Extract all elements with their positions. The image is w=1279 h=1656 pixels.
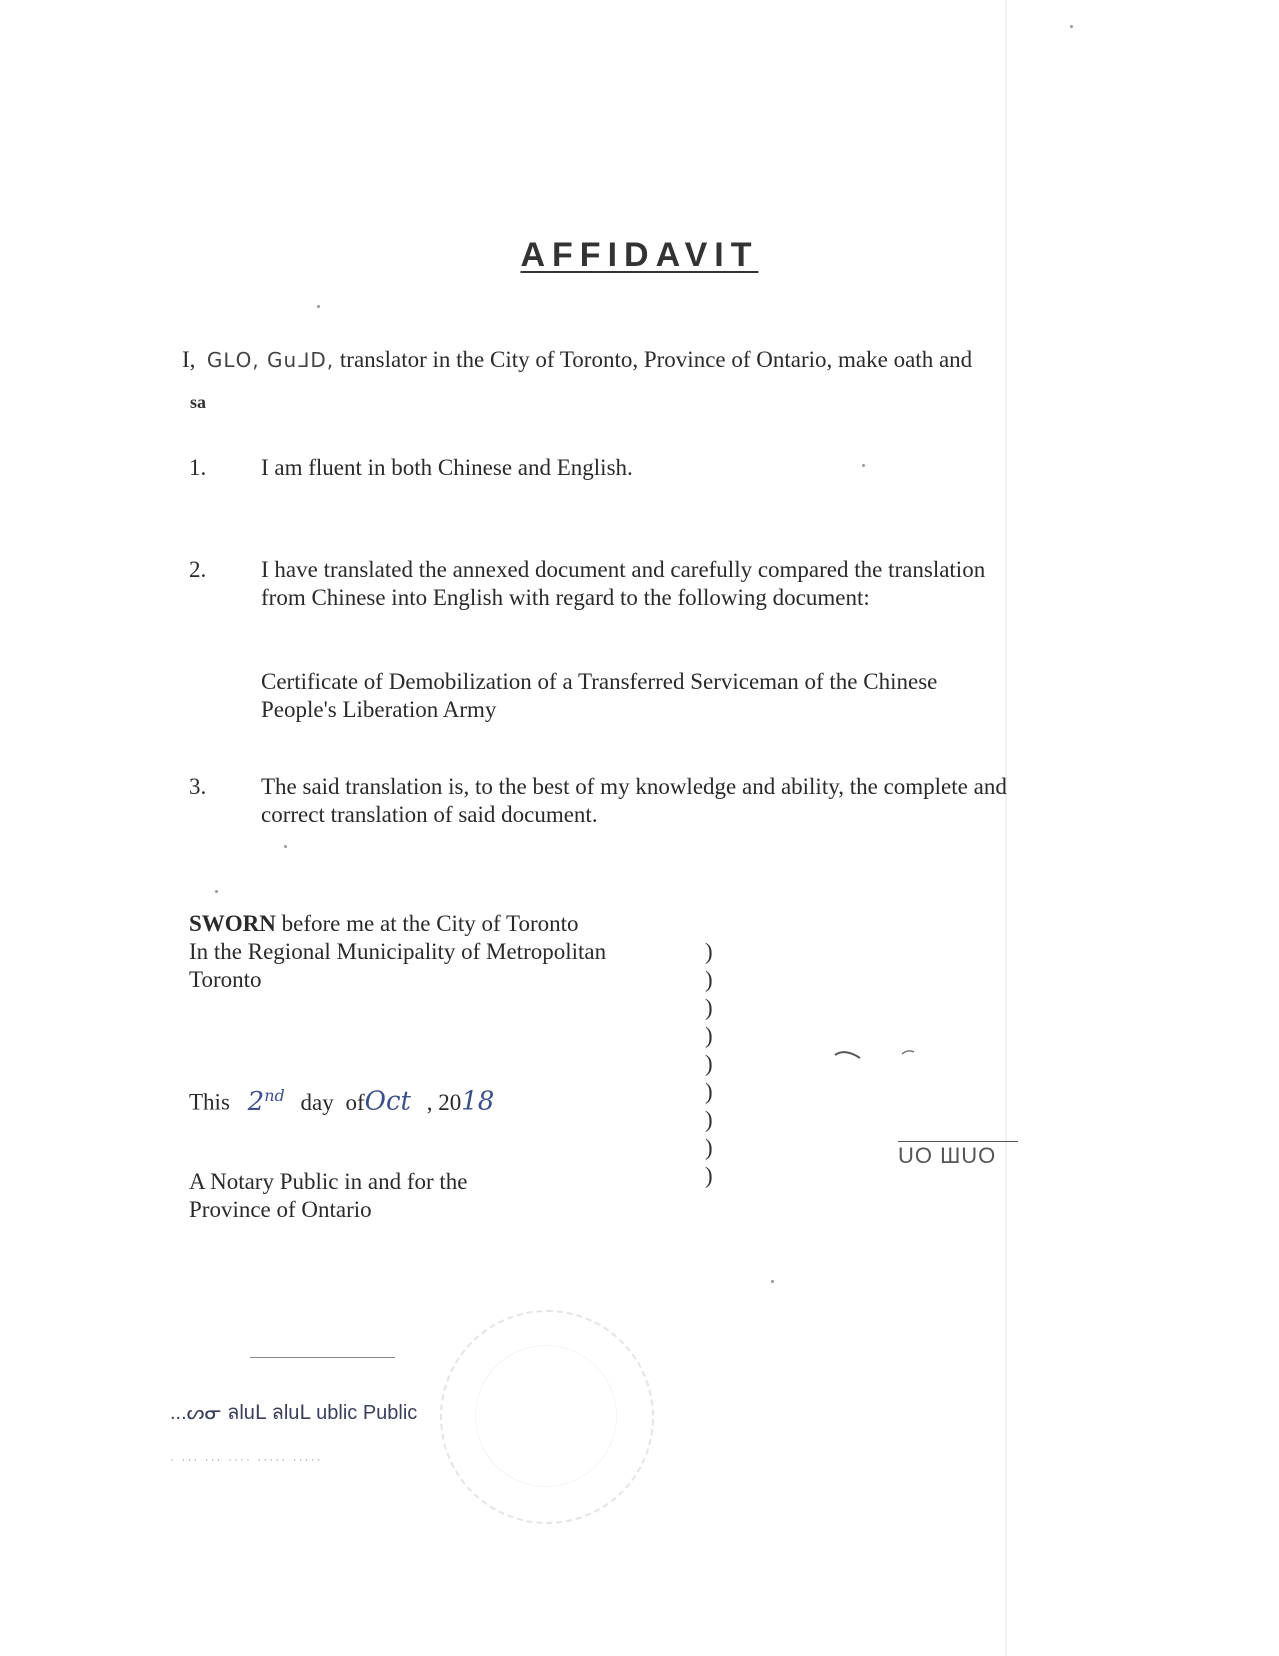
- date-line: [189, 1082, 494, 1117]
- item-text-2-line-2: from Chinese into English with regard to the following document:: [261, 585, 870, 610]
- bracket-paren: ): [705, 1163, 713, 1188]
- scan-speck: [862, 464, 865, 467]
- document-name-line-2: People's Liberation Army: [261, 697, 497, 722]
- date-day-label: day: [300, 1089, 334, 1115]
- notary-stamp-subtext: · ··· ··· ···· ····· ·····: [170, 1452, 323, 1466]
- scan-speck: [284, 845, 287, 848]
- item-text-2-line-1: I have translated the annexed document and carefully compared the translation: [261, 557, 986, 582]
- notary-seal-inner: [475, 1345, 617, 1487]
- notary-stamp-text: ...ᔕᓂ ลluᒪ ลluᒪ ublic Public: [170, 1402, 418, 1424]
- date-this: This: [189, 1089, 230, 1115]
- handwritten-day: 2: [247, 1086, 265, 1117]
- scan-speck: [317, 305, 320, 308]
- scan-speck: [771, 1280, 774, 1283]
- handwritten-day-suffix: nd: [264, 1086, 285, 1105]
- intro-line: [182, 346, 972, 374]
- signer-name: UO ШUO: [898, 1143, 997, 1168]
- bracket-paren: ): [705, 1023, 713, 1048]
- intro-continuation: sa: [190, 392, 207, 412]
- document-name-line-1: Certificate of Demobilization of a Transferred Serviceman of the Chinese: [261, 669, 938, 694]
- date-year-prefix: , 20: [426, 1089, 462, 1115]
- date-of-label: of: [345, 1089, 365, 1115]
- bracket-paren: ): [705, 1107, 713, 1132]
- sworn-line-3: Toronto: [189, 967, 262, 992]
- intro-prefix: I,: [182, 347, 196, 372]
- bracket-paren: ): [705, 967, 713, 992]
- document-title: AFFIDAVIT: [520, 236, 759, 274]
- scan-speck: [215, 890, 218, 893]
- sworn-line-1: [189, 910, 579, 938]
- sworn-bold: SWORN: [189, 911, 276, 936]
- sworn-text: before me at the City of Toronto: [281, 911, 579, 936]
- scan-speck: [1070, 25, 1073, 28]
- handwritten-year: 18: [461, 1086, 495, 1117]
- signature-line: [898, 1141, 1018, 1142]
- item-text-1: I am fluent in both Chinese and English.: [261, 455, 633, 480]
- handwritten-month: Oct: [364, 1086, 411, 1117]
- bracket-paren: ): [705, 1079, 713, 1104]
- item-text-3-line-1: The said translation is, to the best of my knowledge and ability, the complete and: [261, 774, 1007, 799]
- translator-name: GᒪO, GuᒧD,: [206, 348, 335, 372]
- item-number-1: 1.: [189, 455, 207, 480]
- notary-line-2: Province of Ontario: [189, 1197, 372, 1222]
- notary-line-1: A Notary Public in and for the: [189, 1169, 468, 1194]
- item-number-2: 2.: [189, 557, 207, 582]
- bracket-paren: ): [705, 995, 713, 1020]
- bracket-paren: ): [705, 1051, 713, 1076]
- signature-mark: [830, 1040, 950, 1070]
- intro-text: translator in the City of Toronto, Province of Ontario, make oath and: [339, 347, 973, 372]
- item-number-3: 3.: [189, 774, 207, 799]
- item-text-3-line-2: correct translation of said document.: [261, 802, 598, 827]
- bracket-paren: ): [705, 1135, 713, 1160]
- stamp-signature-line: [250, 1357, 395, 1358]
- bracket-paren: ): [705, 939, 713, 964]
- sworn-line-2: In the Regional Municipality of Metropolitan: [189, 939, 607, 964]
